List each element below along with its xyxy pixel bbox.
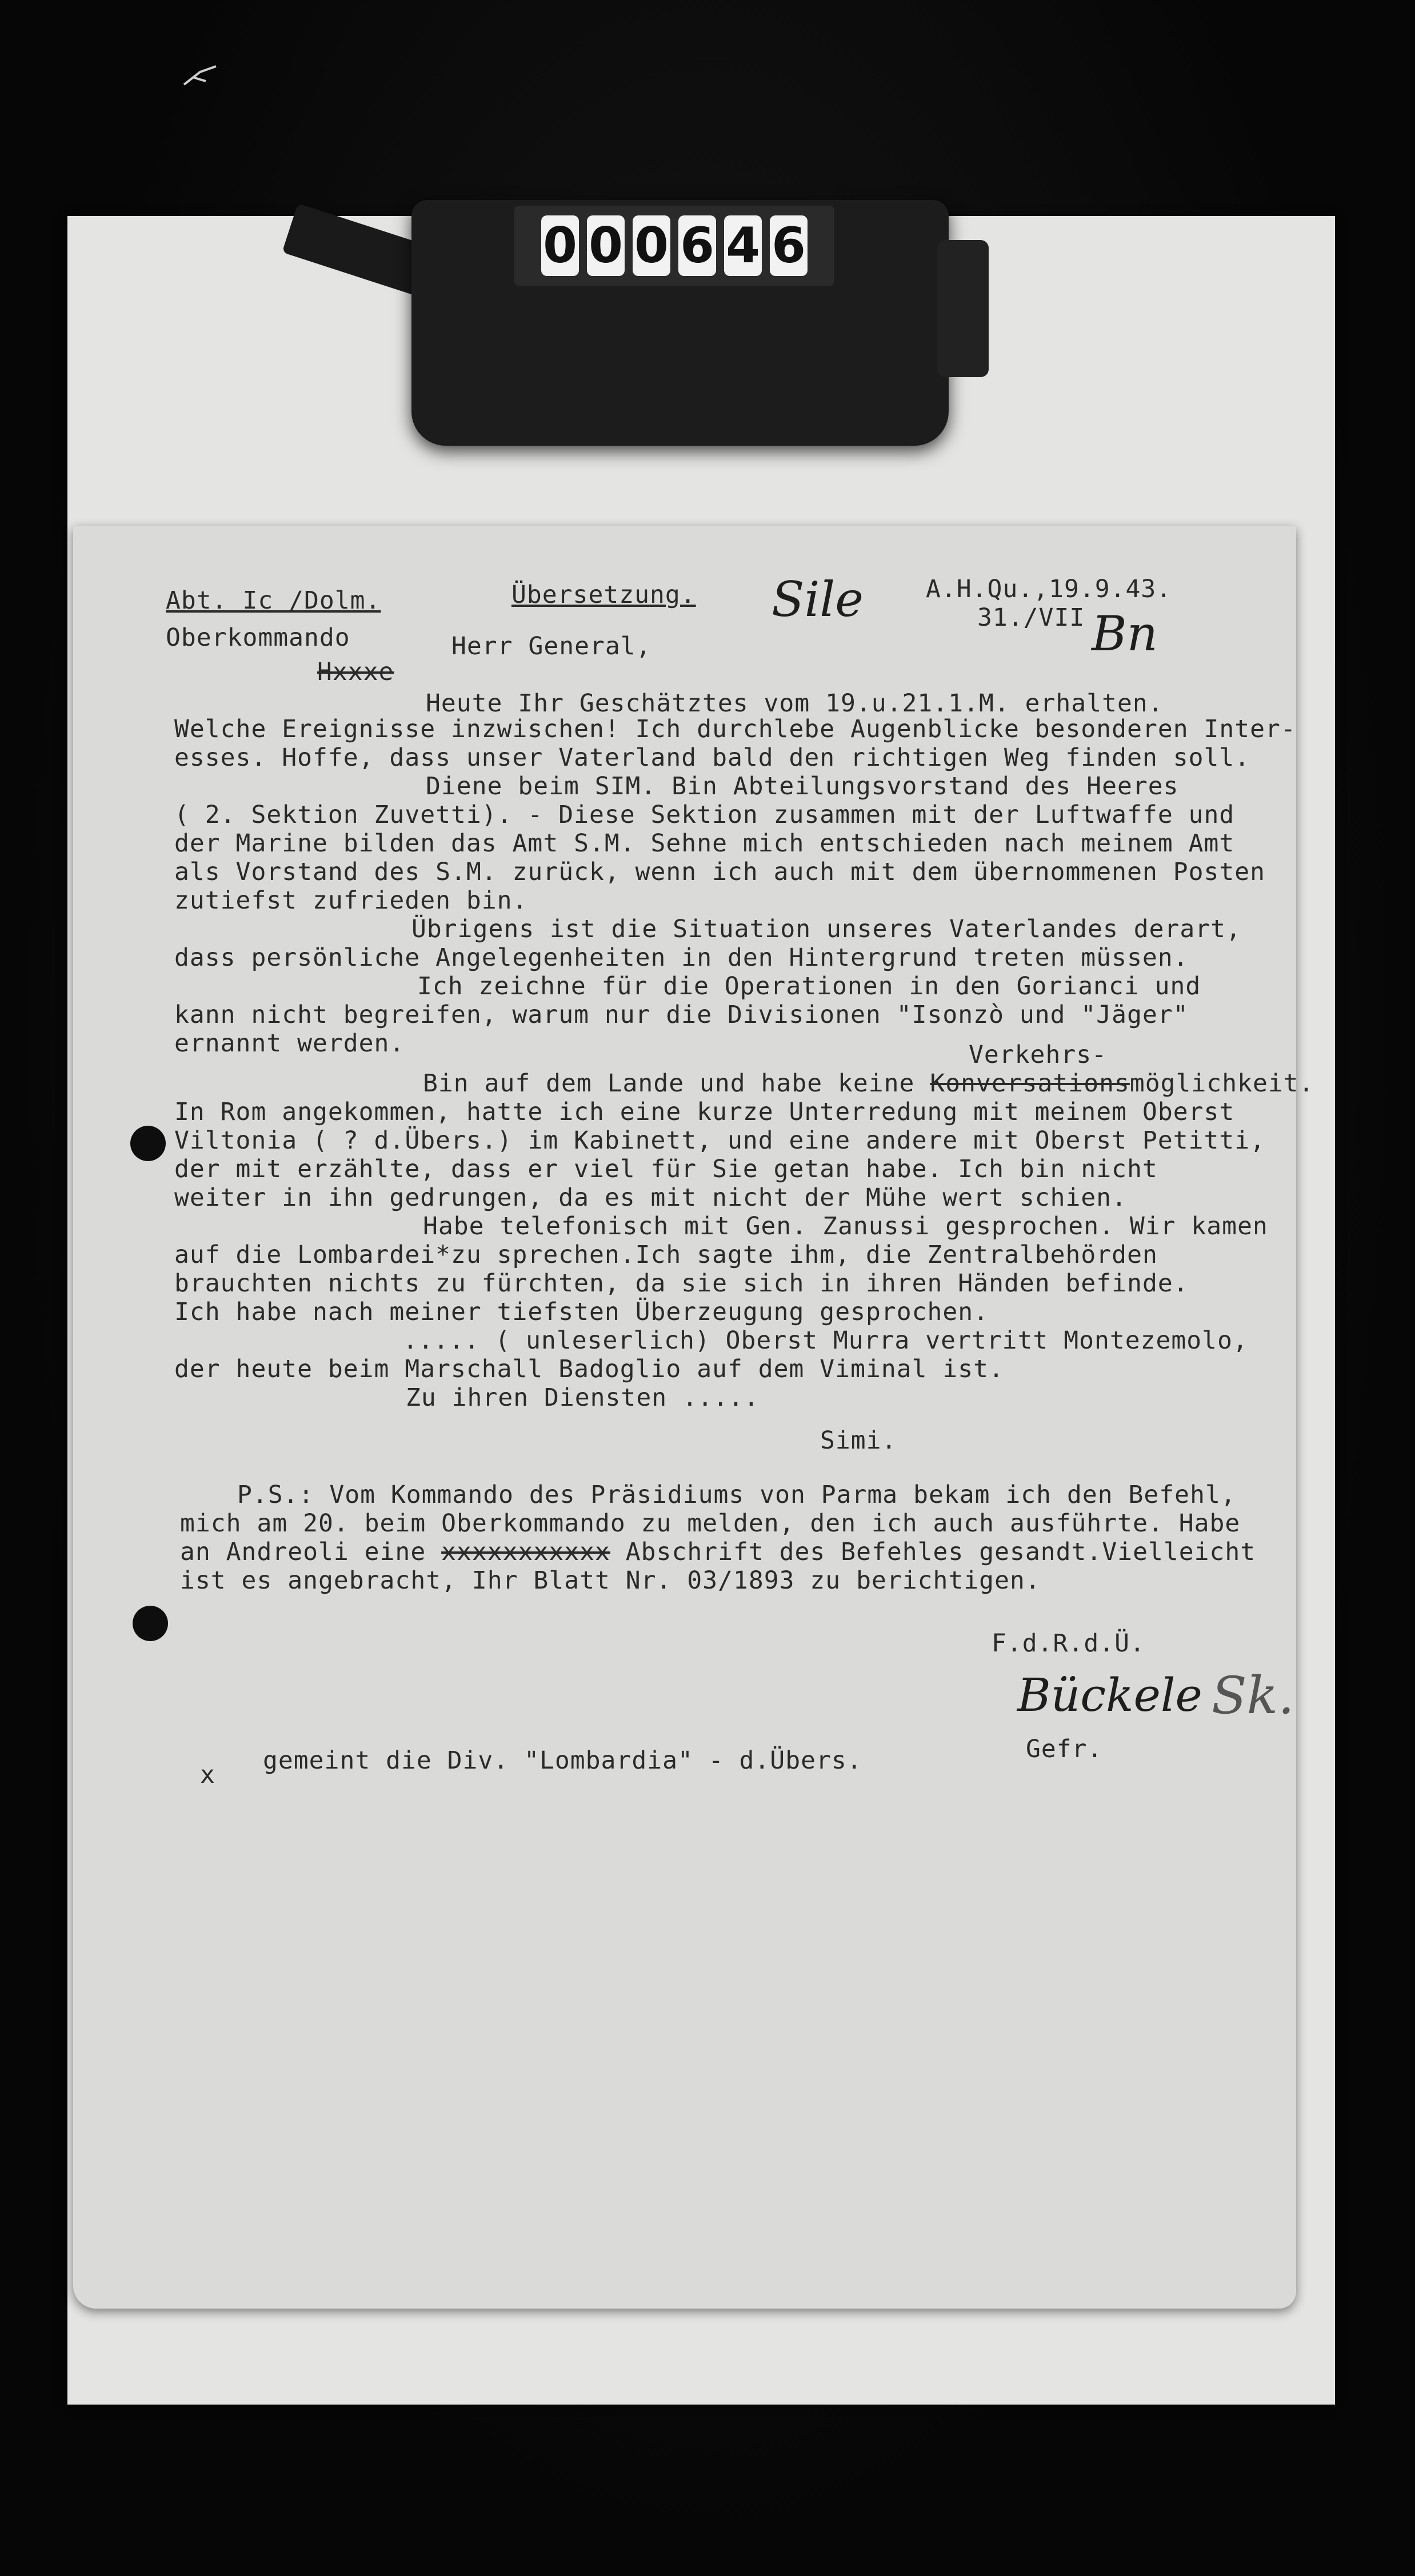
salutation: Herr General,	[451, 632, 651, 661]
body-line: Welche Ereignisse inzwischen! Ich durchlebe Augenblicke besonderen Inter-	[174, 715, 1296, 743]
rank: Gefr.	[1026, 1735, 1103, 1763]
body-line: Diene beim SIM. Bin Abteilungsvorstand des Heeres	[426, 772, 1179, 801]
film-scratch-mark	[183, 64, 217, 87]
handwritten-signature: Bückele	[1017, 1669, 1202, 1722]
body-line: weiter in ihn gedrungen, da es mit nicht der Mühe wert schien.	[174, 1183, 1128, 1212]
postscript-line-part: an Andreoli eine	[180, 1538, 442, 1566]
sender: Oberkommando	[166, 623, 350, 652]
postscript-line: P.S.: Vom Kommando des Präsidiums von Parma bekam ich den Befehl,	[237, 1481, 1236, 1509]
struck-word: Hxxxe	[317, 658, 394, 686]
body-line: esses. Hoffe, dass unser Vaterland bald den richtigen Weg finden soll.	[174, 743, 1250, 772]
struck-word: xxxxxxxxxxx	[441, 1538, 610, 1566]
body-line-part: möglichkeit.	[1129, 1069, 1314, 1098]
body-line: ernannt werden.	[174, 1029, 405, 1058]
body-line: Ich zeichne für die Operationen in den Gorianci und	[417, 972, 1201, 1001]
punch-hole	[130, 1126, 166, 1161]
author-signature: Simi.	[820, 1426, 897, 1455]
body-line: Heute Ihr Geschätztes vom 19.u.21.1.M. erhalten.	[426, 689, 1164, 718]
counter-digit: 0	[633, 215, 670, 276]
body-line: Habe telefonisch mit Gen. Zanussi gesprochen. Wir kamen	[423, 1212, 1268, 1241]
handwritten-initials-top: Sile	[772, 571, 864, 627]
frame-counter-display	[514, 206, 834, 286]
document-title: Übersetzung.	[511, 581, 696, 609]
counter-digit: 0	[541, 215, 579, 276]
postscript-line	[180, 1540, 1256, 1565]
struck-word: Konversations	[930, 1069, 1130, 1098]
postscript-line: mich am 20. beim Oberkommando zu melden, den ich auch ausführte. Habe	[180, 1509, 1241, 1538]
handwritten-initials-side: Sk.	[1212, 1666, 1294, 1726]
reference-number: 31./VII	[977, 603, 1085, 632]
body-line: ( 2. Sektion Zuvetti). - Diese Sektion zusammen mit der Luftwaffe und	[174, 801, 1235, 829]
department-code: Abt. Ic /Dolm.	[166, 586, 381, 615]
body-line-part: Bin auf dem Lande und habe keine	[423, 1069, 930, 1098]
body-line: ..... ( unleserlich) Oberst Murra vertritt Montezemolo,	[403, 1326, 1248, 1355]
body-line: brauchten nichts zu fürchten, da sie sich in ihren Händen befinde.	[174, 1269, 1189, 1298]
body-line: Viltonia ( ? d.Übers.) im Kabinett, und eine andere mit Oberst Petitti,	[174, 1126, 1266, 1155]
counter-digit: 6	[770, 215, 808, 276]
counter-digit: 0	[587, 215, 625, 276]
footnote-text: gemeint die Div. "Lombardia" - d.Übers.	[263, 1746, 862, 1775]
body-line	[423, 1071, 1314, 1096]
place-date: A.H.Qu.,19.9.43.	[926, 575, 1172, 603]
body-line: Übrigens ist die Situation unseres Vaterlandes derart,	[411, 915, 1241, 943]
body-line: auf die Lombardei*zu sprechen.Ich sagte ihm, die Zentralbehörden	[174, 1241, 1158, 1269]
footnote-marker: x	[200, 1761, 215, 1789]
body-line: kann nicht begreifen, warum nur die Divisionen "Isonzò und "Jäger"	[174, 1001, 1189, 1029]
body-line: zutiefst zufrieden bin.	[174, 886, 528, 915]
body-line: der mit erzählte, dass er viel für Sie getan habe. Ich bin nicht	[174, 1155, 1158, 1183]
body-line: dass persönliche Angelegenheiten in den Hintergrund treten müssen.	[174, 943, 1189, 972]
postscript-line: ist es angebracht, Ihr Blatt Nr. 03/1893 zu berichtigen.	[180, 1566, 1041, 1595]
body-line: Ich habe nach meiner tiefsten Überzeugung gesprochen.	[174, 1298, 989, 1326]
counter-digit: 4	[724, 215, 762, 276]
handwritten-mark: Bn	[1092, 606, 1158, 662]
counter-digit: 6	[678, 215, 716, 276]
body-line: als Vorstand des S.M. zurück, wenn ich auch mit dem übernommenen Posten	[174, 858, 1266, 886]
punch-hole	[133, 1606, 168, 1641]
certification: F.d.R.d.Ü.	[992, 1629, 1145, 1658]
frame-counter-knob	[937, 240, 989, 377]
postscript-line-part: Abschrift des Befehles gesandt.Vielleicht	[610, 1538, 1256, 1566]
body-line: Zu ihren Diensten .....	[406, 1383, 760, 1412]
insertion-above: Verkehrs-	[969, 1041, 1107, 1069]
body-line: der Marine bilden das Amt S.M. Sehne mich entschieden nach meinem Amt	[174, 829, 1235, 858]
body-line: der heute beim Marschall Badoglio auf dem Viminal ist.	[174, 1355, 1004, 1383]
body-line: In Rom angekommen, hatte ich eine kurze Unterredung mit meinem Oberst	[174, 1098, 1235, 1126]
